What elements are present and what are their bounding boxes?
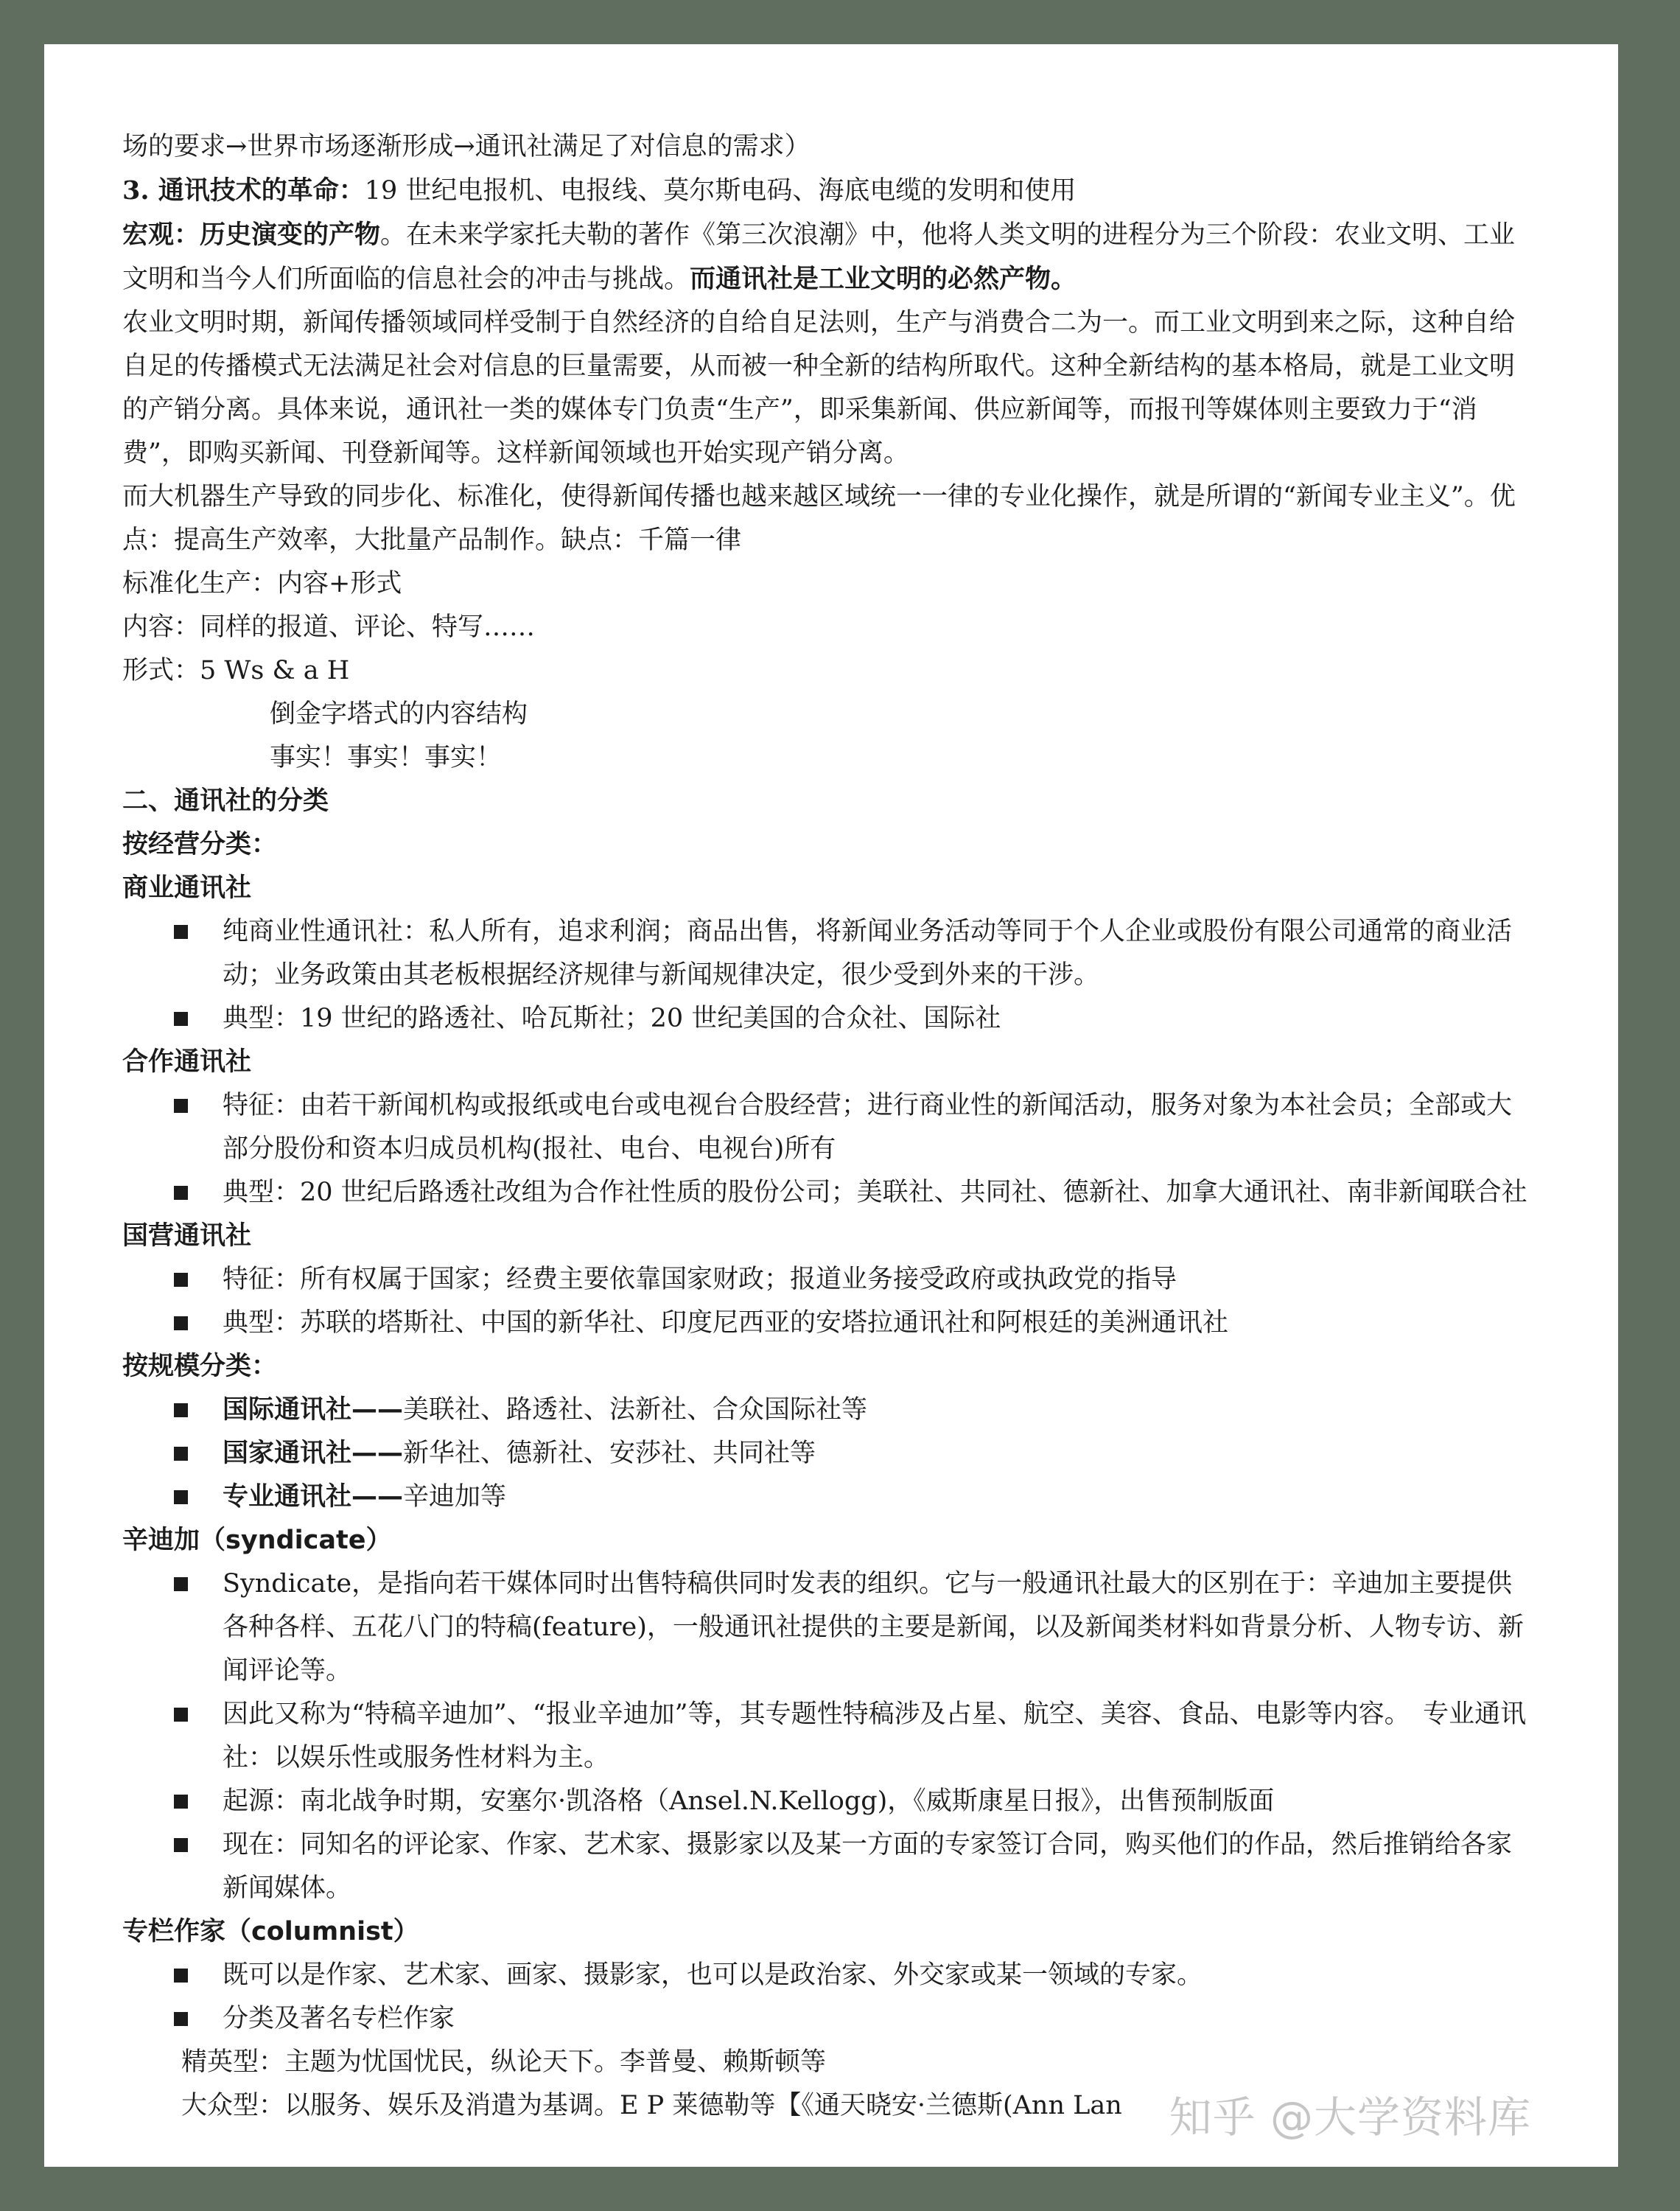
list-item: 典型：19 世纪的路透社、哈瓦斯社；20 世纪美国的合众社、国际社 xyxy=(122,997,1537,1041)
list-item: 现在：同知名的评论家、作家、艺术家、摄影家以及某一方面的专家签订合同，购买他们的作品，然后推销给各家新闻媒体。 xyxy=(122,1823,1537,1910)
intro-line: 场的要求→世界市场逐渐形成→通讯社满足了对信息的需求） xyxy=(122,132,811,161)
facts-line: 事实！事实！事实！ xyxy=(270,743,503,772)
bullet-square-icon xyxy=(174,1403,188,1417)
bullet-square-icon xyxy=(174,1490,188,1504)
bullet-square-icon xyxy=(174,1795,188,1809)
by-operation-heading: 按经营分类： xyxy=(122,830,278,859)
syndicate-heading: 辛迪加（syndicate） xyxy=(122,1526,392,1555)
bullet-square-icon xyxy=(174,1838,188,1852)
list-item: 典型：苏联的塔斯社、中国的新华社、印度尼西亚的安塔拉通讯社和阿根廷的美洲通讯社 xyxy=(122,1302,1537,1345)
bullet-square-icon xyxy=(174,1012,188,1026)
list-item: 既可以是作家、艺术家、画家、摄影家，也可以是政治家、外交家或某一领域的专家。 xyxy=(122,1954,1537,1997)
macro-heading: 宏观：历史演变的产物 xyxy=(122,220,381,250)
bullet-square-icon xyxy=(174,925,188,939)
list-item: 国家通讯社——新华社、德新社、安莎社、共同社等 xyxy=(122,1432,1537,1475)
content-line: 内容：同样的报道、评论、特写…… xyxy=(122,612,536,642)
section-title: 二、通讯社的分类 xyxy=(122,786,329,816)
standardization-line: 标准化生产：内容+形式 xyxy=(122,569,402,598)
bullet-square-icon xyxy=(174,1273,188,1287)
list-item: 起源：南北战争时期，安塞尔·凯洛格（Ansel.N.Kellogg)，《威斯康星日报》，出售预制版面 xyxy=(122,1780,1537,1823)
bullet-square-icon xyxy=(174,2012,188,2026)
list-item: 特征：所有权属于国家；经费主要依靠国家财政；报道业务接受政府或执政党的指导 xyxy=(122,1258,1537,1302)
list-item: 国际通讯社——美联社、路透社、法新社、合众国际社等 xyxy=(122,1389,1537,1432)
tech-revolution-text: 19 世纪电报机、电报线、莫尔斯电码、海底电缆的发明和使用 xyxy=(364,176,1077,206)
bullet-square-icon xyxy=(174,1708,188,1722)
bullet-square-icon xyxy=(174,1186,188,1200)
tech-revolution-heading: 3. 通讯技术的革命： xyxy=(122,175,365,206)
bullet-square-icon xyxy=(174,1447,188,1461)
list-item: 特征：由若干新闻机构或报纸或电台或电视台合股经营；进行商业性的新闻活动，服务对象为本社会员；全部或大部分股份和资本归成员机构(报社、电台、电视台)所有 xyxy=(122,1084,1537,1171)
list-item: 分类及著名专栏作家 xyxy=(122,1997,1537,2041)
tech-revolution-line xyxy=(122,169,1537,213)
pyramid-line: 倒金字塔式的内容结构 xyxy=(270,699,528,729)
macro-text: 。在未来学家托夫勒的著作《第三次浪潮》中，他将人类文明的进程分为三个阶段：农业文明、工业文明和当今人们所面临的信息社会的冲击与挑战。 xyxy=(122,220,1516,294)
bullet-square-icon xyxy=(174,1316,188,1330)
bullet-square-icon xyxy=(174,1577,188,1591)
cooperative-heading: 合作通讯社 xyxy=(122,1047,252,1077)
zhihu-watermark: 知乎 @大学资料库 xyxy=(1169,2092,1531,2142)
elite-type-line: 精英型：主题为忧国忧民，纵论天下。李普曼、赖斯顿等 xyxy=(181,2047,827,2077)
list-item: Syndicate，是指向若干媒体同时出售特稿供同时发表的组织。它与一般通讯社最大的区别在于：辛迪加主要提供各种各样、五花八门的特稿(feature)，一般通讯社提供的主要是新闻，以及新闻类材料如背景分析、人物专访、新闻评论等。 xyxy=(122,1562,1537,1693)
macro-paragraph xyxy=(122,213,1537,301)
bullet-square-icon xyxy=(174,1099,188,1113)
popular-type-line: 大众型：以服务、娱乐及消遣为基调。E P 莱德勒等【《通天晓安·兰德斯(Ann Lan xyxy=(181,2091,1122,2120)
commercial-heading: 商业通讯社 xyxy=(122,873,252,903)
macro-conclusion: 而通讯社是工业文明的必然产物。 xyxy=(690,264,1077,294)
columnist-heading: 专栏作家（columnist） xyxy=(122,1917,419,1946)
list-item: 典型：20 世纪后路透社改组为合作社性质的股份公司；美联社、共同社、德新社、加拿大通讯社、南非新闻联合社 xyxy=(122,1171,1537,1215)
document-page xyxy=(44,44,1618,2167)
bullet-square-icon xyxy=(174,1969,188,1983)
by-scale-heading: 按规模分类： xyxy=(122,1352,278,1381)
list-item: 因此又称为“特稿辛迪加”、“报业辛迪加”等，其专题性特稿涉及占星、航空、美容、食品、电影等内容。 专业通讯社：以娱乐性或服务性材料为主。 xyxy=(122,1693,1537,1780)
form-line: 形式：5 Ws & a H xyxy=(122,656,350,685)
list-item: 专业通讯社——辛迪加等 xyxy=(122,1475,1537,1519)
agriculture-paragraph: 农业文明时期，新闻传播领域同样受制于自然经济的自给自足法则，生产与消费合二为一。而工业文明到来之际，这种自给自足的传播模式无法满足社会对信息的巨量需要，从而被一种全新的结构所取代。这种全新结构的基本格局，就是工业文明的产销分离。具体来说，通讯社一类的媒体专门负责“生产”，即采集新闻、供应新闻等，而报刊等媒体则主要致力于“消费”，即购买新闻、刊登新闻等。这样新闻领域也开始实现产销分离。 xyxy=(122,308,1516,468)
professionalism-paragraph: 而大机器生产导致的同步化、标准化，使得新闻传播也越来越区域统一一律的专业化操作，就是所谓的“新闻专业主义”。优点：提高生产效率，大批量产品制作。缺点：千篇一律 xyxy=(122,482,1516,555)
state-heading: 国营通讯社 xyxy=(122,1221,252,1251)
list-item: 纯商业性通讯社：私人所有，追求利润；商品出售，将新闻业务活动等同于个人企业或股份有限公司通常的商业活动；业务政策由其老板根据经济规律与新闻规律决定，很少受到外来的干涉。 xyxy=(122,910,1537,997)
